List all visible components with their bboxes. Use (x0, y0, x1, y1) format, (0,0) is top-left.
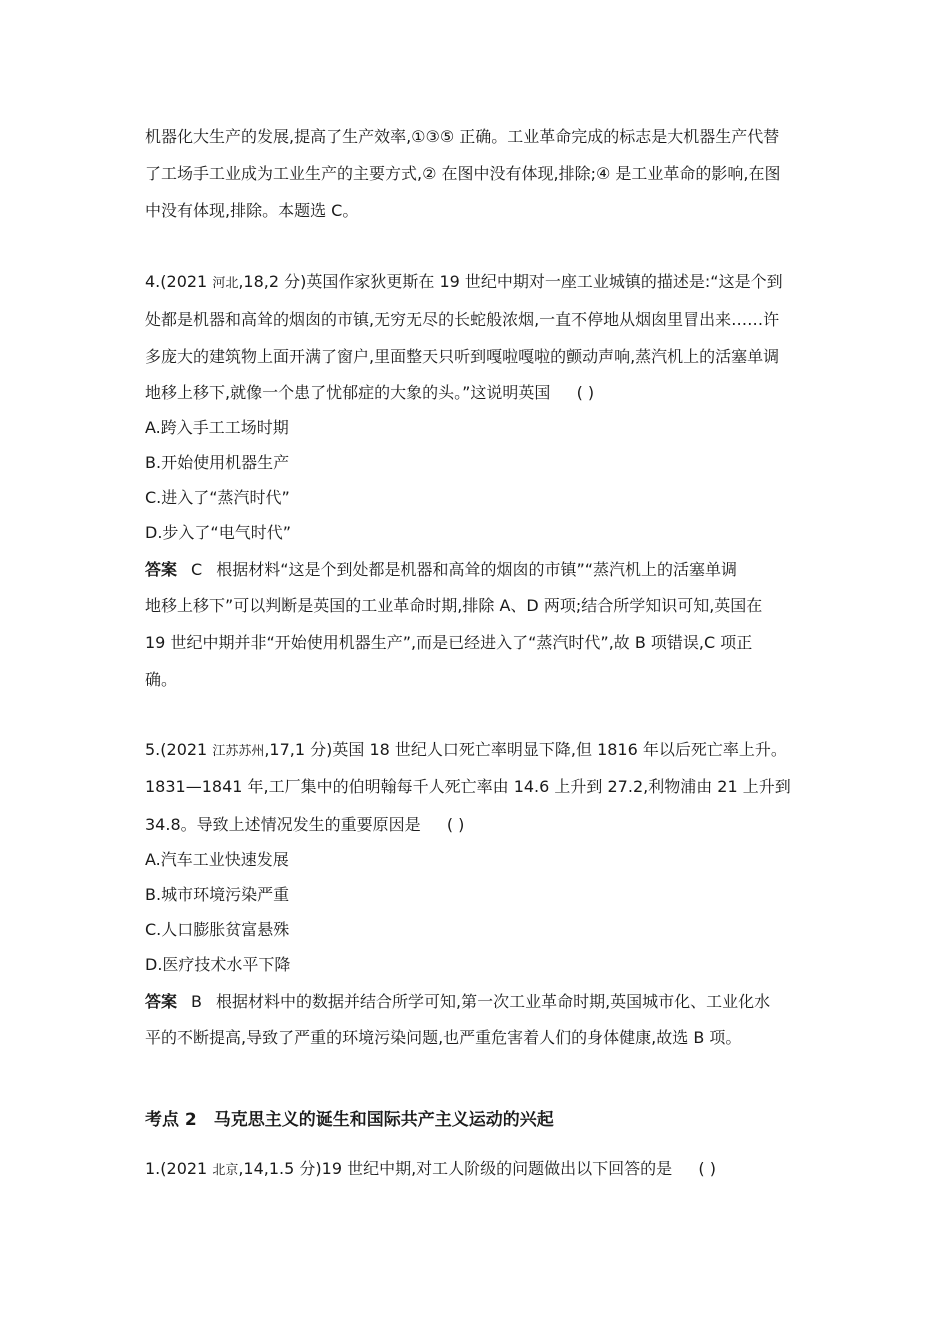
q4-stem-line-3: 多庞大的建筑物上面开满了窗户,里面整天只听到嘎啦嘎啦的颤动声响,蒸汽机上的活塞单调 (145, 347, 780, 366)
q4-option-a: A.跨入手工工场时期 (145, 418, 289, 437)
q3-text-line-2: 了工场手工业成为工业生产的主要方式,② 在图中没有体现,排除;④ 是工业革命的影响,在图 (145, 164, 781, 183)
q4-meta: ,18,2 分)英国作家狄更斯在 19 世纪中期对一座工业城镇的描述是:“这是个到 (238, 272, 783, 291)
q4-answer-text: 根据材料“这是个到处都是机器和高耸的烟囱的市镇”“蒸汽机上的活塞单调 (216, 560, 738, 579)
q4-option-c: C.进入了“蒸汽时代” (145, 488, 290, 507)
q5-option-a: A.汽车工业快速发展 (145, 850, 289, 869)
q4-source: 河北 (212, 276, 239, 291)
q4-stem-end: 地移上移下,就像一个患了忧郁症的大象的头。”这说明英国 (145, 383, 551, 402)
q5-stem-line-2: 1831—1841 年,工厂集中的伯明翰每千人死亡率由 14.6 上升到 27.2,利物浦由 21 上升到 (145, 777, 791, 796)
q4-answer-letter: C (191, 560, 203, 579)
q5-option-b: B.城市环境污染严重 (145, 885, 290, 904)
s2q1-meta: ,14,1.5 分)19 世纪中期,对工人阶级的问题做出以下回答的是 (238, 1159, 673, 1178)
q4-option-b: B.开始使用机器生产 (145, 453, 290, 472)
q4-answer-line-1 (145, 560, 737, 580)
s2q1-answer-blank: ( ) (698, 1159, 716, 1178)
q4-stem-line-1 (145, 272, 783, 294)
q4-stem-line-4 (145, 383, 620, 403)
q5-answer-line-1 (145, 992, 770, 1012)
q4-answer-line-3: 19 世纪中期并非“开始使用机器生产”,而是已经进入了“蒸汽时代”,故 B 项错误,C 项正 (145, 633, 753, 652)
q5-meta: ,17,1 分)英国 18 世纪人口死亡率明显下降,但 1816 年以后死亡率上升。 (264, 740, 787, 759)
q4-answer-line-4: 确。 (145, 670, 178, 689)
q5-source: 江苏苏州 (212, 744, 265, 759)
q5-stem-line-3 (145, 815, 491, 835)
q5-answer-blank: ( ) (446, 815, 465, 834)
q5-option-c: C.人口膨胀贫富悬殊 (145, 920, 290, 939)
q4-answer-line-2: 地移上移下”可以判断是英国的工业革命时期,排除 A、D 两项;结合所学知识可知,英国在 (145, 596, 763, 615)
q5-stem-line-1 (145, 740, 787, 762)
q5-answer-letter: B (191, 992, 202, 1011)
q5-answer-text: 根据材料中的数据并结合所学可知,第一次工业革命时期,英国城市化、工业化水 (216, 992, 771, 1011)
q5-number: 5.(2021 (145, 740, 213, 759)
q4-answer-blank: ( ) (576, 383, 595, 402)
section-heading: 考点 2 马克思主义的诞生和国际共产主义运动的兴起 (145, 1110, 554, 1130)
q5-answer-line-2: 平的不断提高,导致了严重的环境污染问题,也严重危害着人们的身体健康,故选 B 项。 (145, 1028, 742, 1047)
s2q1-source: 北京 (212, 1163, 239, 1178)
q4-option-d: D.步入了“电气时代” (145, 523, 291, 542)
q3-text-line-3: 中没有体现,排除。本题选 C。 (145, 201, 359, 220)
s2q1-number: 1.(2021 (145, 1159, 213, 1178)
s2q1-stem-line-1 (145, 1159, 742, 1181)
q5-answer-label: 答案 (145, 992, 178, 1011)
q3-text-line-1: 机器化大生产的发展,提高了生产效率,①③⑤ 正确。工业革命完成的标志是大机器生产代替 (145, 127, 780, 146)
q4-answer-label: 答案 (145, 560, 178, 579)
q4-number: 4.(2021 (145, 272, 213, 291)
q4-stem-line-2: 处都是机器和高耸的烟囱的市镇,无穷无尽的长蛇般浓烟,一直不停地从烟囱里冒出来……许 (145, 310, 780, 329)
q5-option-d: D.医疗技术水平下降 (145, 955, 291, 974)
q5-stem-end: 34.8。导致上述情况发生的重要原因是 (145, 815, 421, 834)
